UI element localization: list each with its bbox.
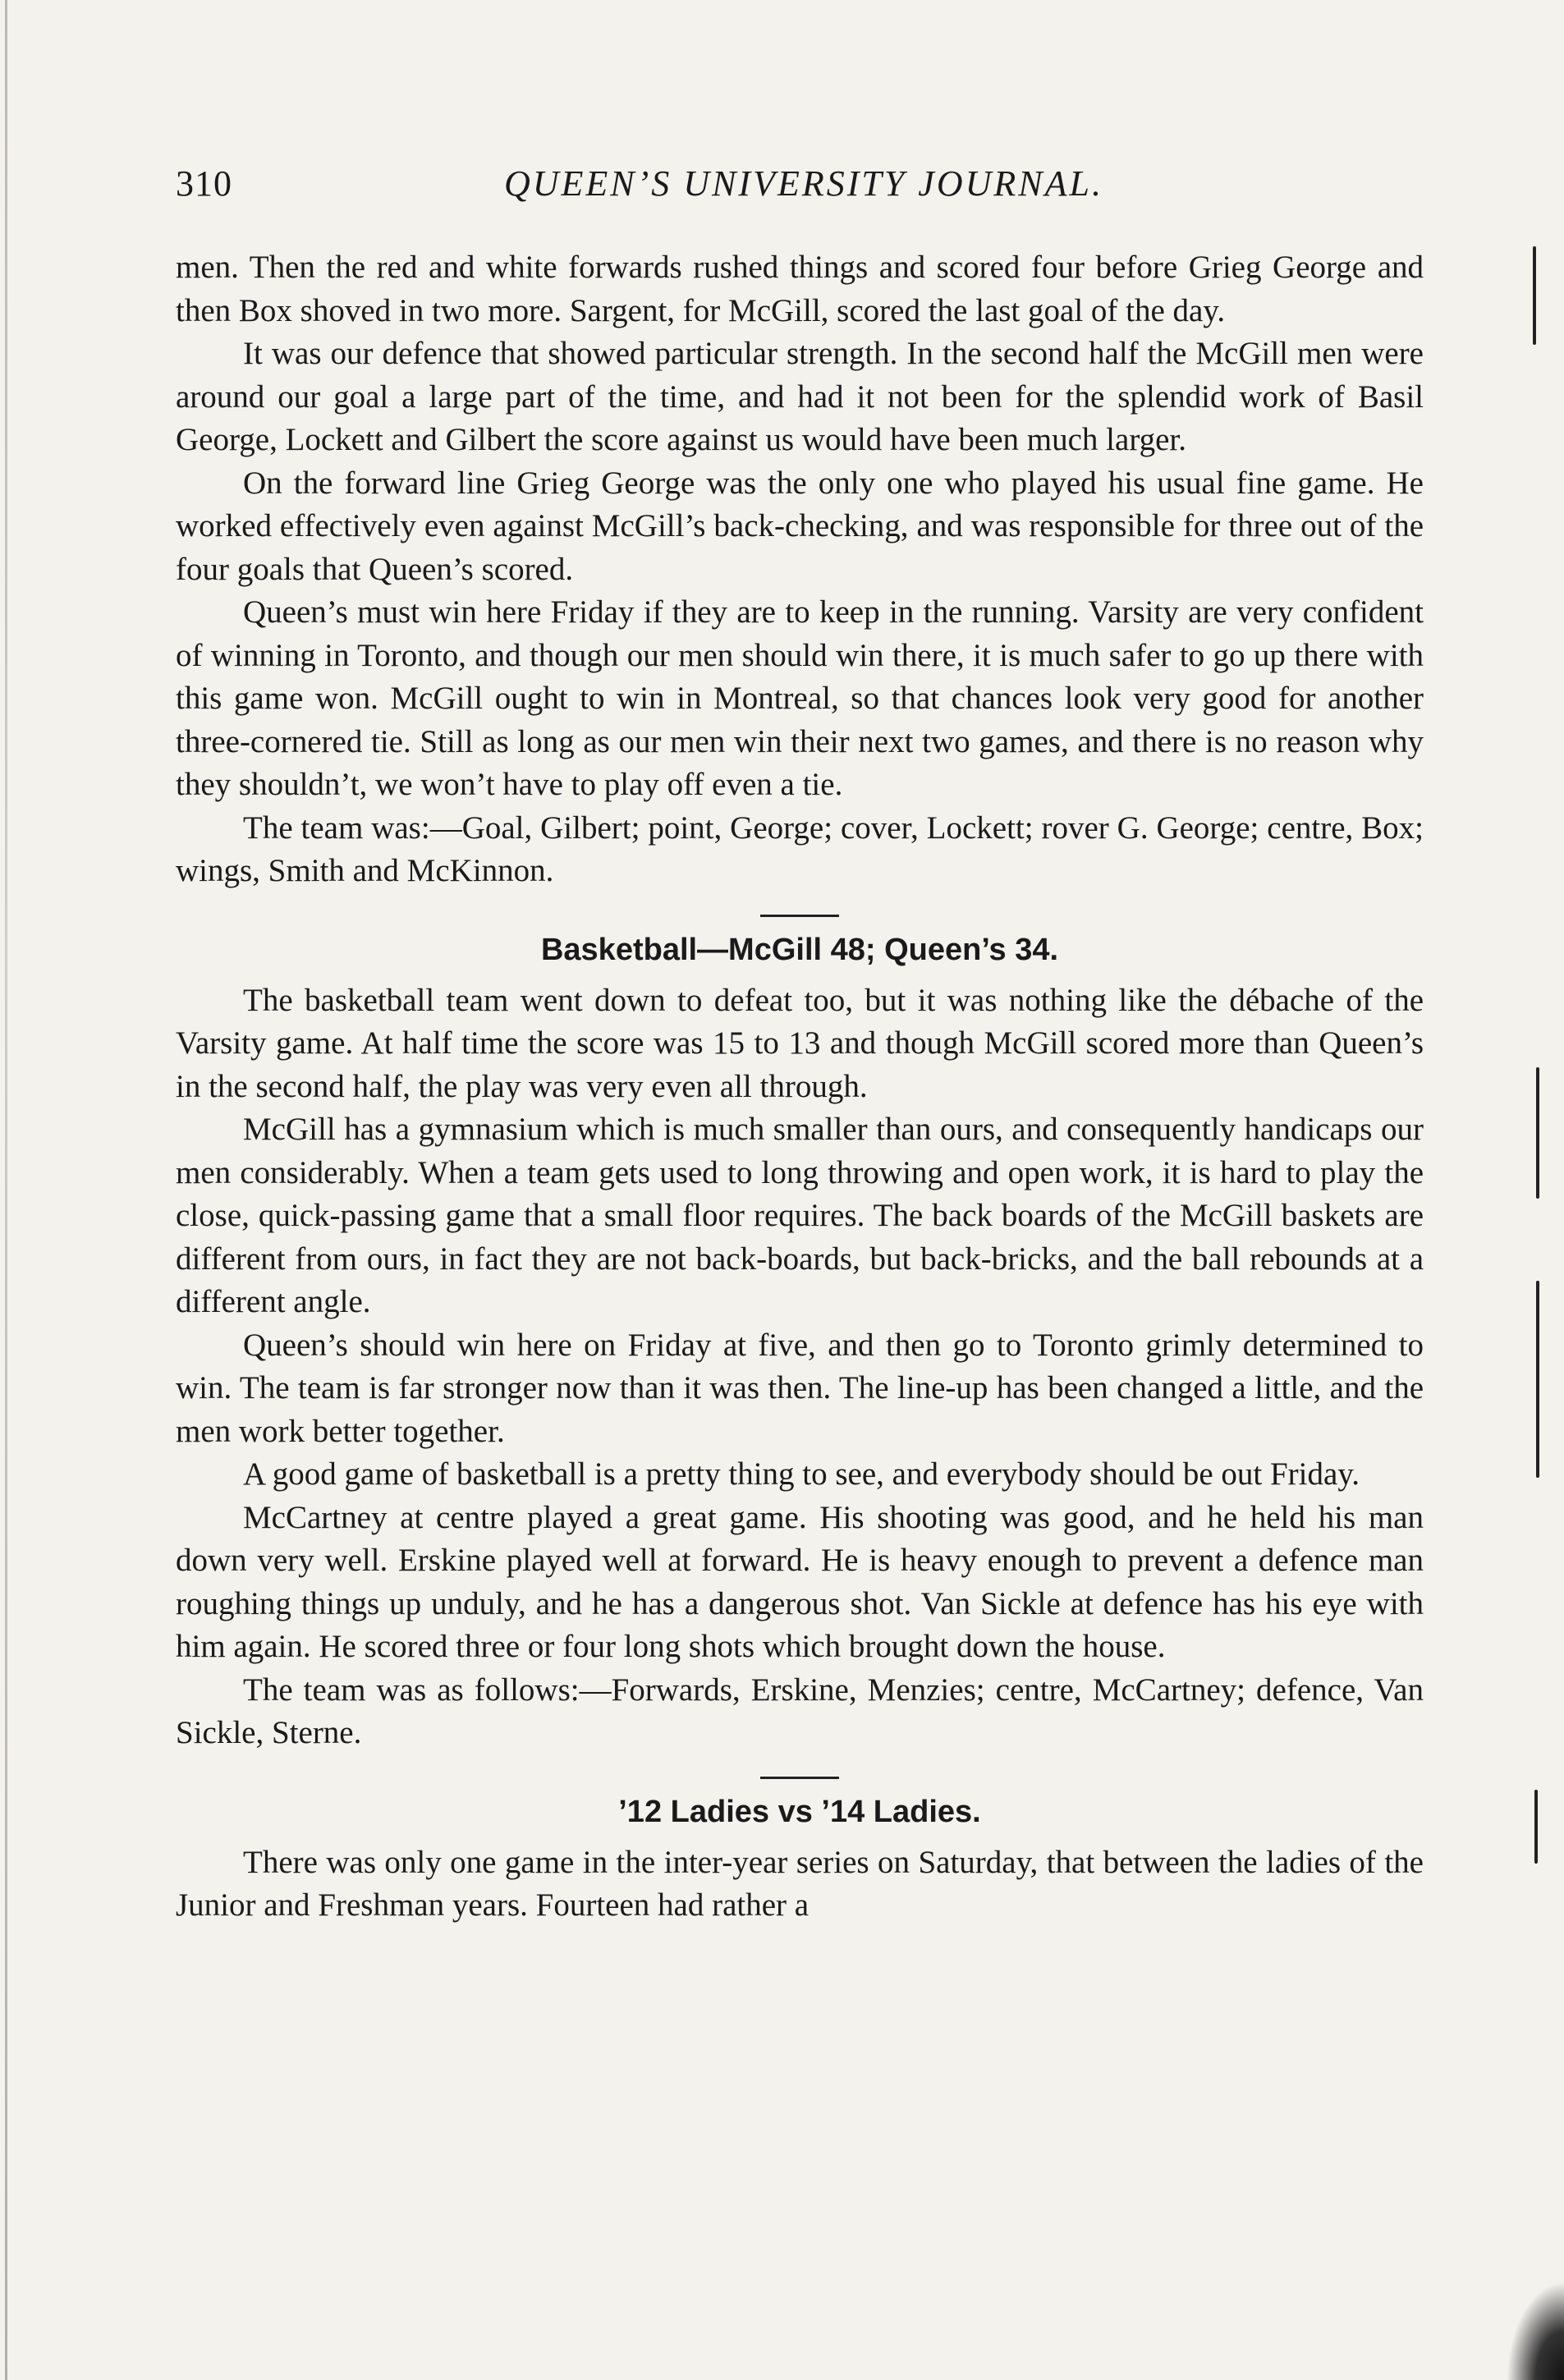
section-divider bbox=[760, 1777, 839, 1779]
ladies-report bbox=[176, 1791, 1424, 1928]
paragraph: It was our defence that showed particular strength. In the second half the McGill men were around our goal a large part of the time, and had it not been for the splendid work of Basil George, Lockett and Gilbert the score against us would have been much larger. bbox=[176, 336, 1424, 457]
page-number: 310 bbox=[176, 163, 232, 204]
page-header bbox=[176, 163, 1440, 220]
margin-mark bbox=[1536, 1281, 1539, 1478]
section-divider bbox=[760, 915, 839, 917]
paragraph: McCartney at centre played a great game. His shooting was good, and he held his man down very well. Erskine played well at forward. He is heavy enough to prevent a defence man roughing things up unduly, and he has a dangerous shot. Van Sickle at defence has his eye with him again. He scored three or four long shots which brought down the house. bbox=[176, 1499, 1424, 1664]
paragraph: Queen’s must win here Friday if they are to keep in the running. Varsity are very confident of winning in Toronto, and though our men should win there, it is much safer to go up there with this game won. McGill ought to win in Montreal, so that chances look very good for another three-cornered tie. Still as long as our men win their next two games, and there is no reason why they shouldn’t, we won’t have to play off even a tie. bbox=[176, 594, 1424, 802]
margin-mark bbox=[1534, 1790, 1538, 1864]
article-body bbox=[176, 246, 1424, 1928]
paragraph: On the forward line Grieg George was the only one who played his usual fine game. He worked effectively even against McGill’s back-checking, and was responsible for three out of the four goals that Queen’s scored. bbox=[176, 465, 1424, 587]
basketball-report bbox=[176, 929, 1424, 1755]
paragraph: McGill has a gymnasium which is much smaller than ours, and consequently handicaps our men considerably. When a team gets used to long throwing and open work, it is hard to play the close, quick-passing game that a small floor requires. The back boards of the McGill baskets are different from ours, in fact they are not back-boards, but back-bricks, and the ball rebounds at a different angle. bbox=[176, 1112, 1424, 1319]
paragraph: Queen’s should win here on Friday at five, and then go to Toronto grimly determined to win. The team is far stronger now than it was then. The line-up has been changed a little, and the men work better together. bbox=[176, 1327, 1424, 1449]
paragraph: men. Then the red and white forwards rushed things and scored four before Grieg George and then Box shoved in two more. Sargent, for McGill, scored the last goal of the day. bbox=[176, 250, 1424, 328]
paragraph: The team was:—Goal, Gilbert; point, George; cover, Lockett; rover G. George; centre, Box; wings, Smith and McKinnon. bbox=[176, 809, 1424, 888]
margin-mark bbox=[1533, 246, 1536, 345]
section-title: Basketball—McGill 48; Queen’s 34. bbox=[540, 932, 1059, 967]
margin-mark bbox=[1536, 1067, 1539, 1199]
page-corner-shadow bbox=[1507, 2281, 1564, 2380]
paragraph: The team was as follows:—Forwards, Erskine, Menzies; centre, McCartney; defence, Van Sickle, Sterne. bbox=[176, 1672, 1424, 1750]
section-title: ’12 Ladies vs ’14 Ladies. bbox=[618, 1794, 981, 1829]
journal-title: QUEEN’S UNIVERSITY JOURNAL. bbox=[504, 163, 1103, 204]
paragraph: The basketball team went down to defeat too, but it was nothing like the débache of the Varsity game. At half time the score was 15 to 13 and though McGill scored more than Queen’s in the second half, the play was very even all through. bbox=[176, 982, 1424, 1104]
paragraph: There was only one game in the inter-year series on Saturday, that between the ladies of the Junior and Freshman years. Fourteen had rather a bbox=[176, 1844, 1424, 1923]
page-binding-edge bbox=[5, 0, 7, 2380]
paragraph: A good game of basketball is a pretty thing to see, and everybody should be out Friday. bbox=[243, 1456, 1360, 1492]
hockey-report bbox=[176, 246, 1424, 893]
